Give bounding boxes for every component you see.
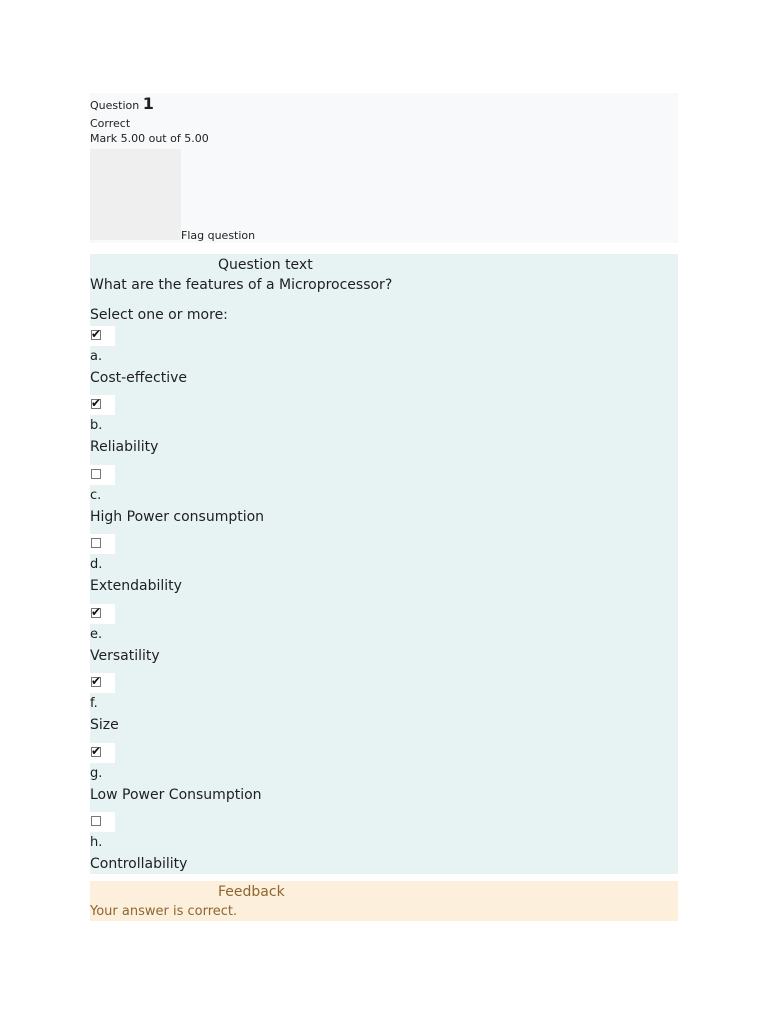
answer-option-a xyxy=(90,326,390,392)
question-label: Question xyxy=(90,99,140,112)
answer-option-c xyxy=(90,465,390,531)
checkbox-wrapper xyxy=(90,812,115,832)
option-text: Versatility xyxy=(90,648,160,664)
question-grade: Mark 5.00 out of 5.00 xyxy=(90,132,209,145)
option-letter: e. xyxy=(90,627,103,642)
checkmark-icon: ✔ xyxy=(91,674,102,688)
answer-prompt: Select one or more: xyxy=(90,307,228,323)
question-number-label xyxy=(90,94,154,113)
flag-question-link[interactable]: Flag question xyxy=(181,229,256,242)
answer-checkbox[interactable] xyxy=(91,744,102,758)
checkbox-wrapper xyxy=(90,743,115,763)
answer-checkbox[interactable] xyxy=(91,605,102,619)
flag-icon[interactable] xyxy=(90,149,181,240)
answer-option-f xyxy=(90,673,390,739)
checkbox-wrapper xyxy=(90,673,115,693)
feedback-text: Your answer is correct. xyxy=(90,904,238,919)
answer-checkbox[interactable] xyxy=(91,469,101,479)
option-letter: b. xyxy=(90,418,103,433)
answer-checkbox[interactable] xyxy=(91,327,102,341)
checkbox-wrapper xyxy=(90,395,115,415)
question-state: Correct xyxy=(90,117,131,130)
question-text-heading: Question text xyxy=(218,257,313,273)
checkbox-wrapper xyxy=(90,604,115,624)
option-text: Size xyxy=(90,717,119,733)
answer-option-b xyxy=(90,395,390,461)
question-info-panel xyxy=(90,93,678,243)
checkmark-icon: ✔ xyxy=(91,396,102,410)
answer-checkbox[interactable] xyxy=(91,816,101,826)
answer-option-e xyxy=(90,604,390,670)
question-formulation xyxy=(90,254,678,874)
option-text: Extendability xyxy=(90,578,182,594)
question-number: 1 xyxy=(142,94,154,113)
answer-option-g xyxy=(90,743,390,809)
option-letter: c. xyxy=(90,488,102,503)
option-text: Low Power Consumption xyxy=(90,787,262,803)
answer-option-d xyxy=(90,534,390,600)
answer-option-h xyxy=(90,812,390,878)
option-text: Controllability xyxy=(90,856,188,872)
option-letter: a. xyxy=(90,349,103,364)
option-letter: d. xyxy=(90,557,103,572)
answer-checkbox[interactable] xyxy=(91,396,102,410)
question-text: What are the features of a Microprocessor? xyxy=(90,277,393,293)
checkbox-wrapper xyxy=(90,326,115,346)
option-text: Reliability xyxy=(90,439,159,455)
option-text: High Power consumption xyxy=(90,509,265,525)
checkmark-icon: ✔ xyxy=(91,327,102,341)
option-letter: g. xyxy=(90,766,103,781)
answer-checkbox[interactable] xyxy=(91,538,101,548)
feedback-heading: Feedback xyxy=(218,884,285,900)
option-letter: h. xyxy=(90,835,103,850)
checkbox-wrapper xyxy=(90,465,115,485)
option-letter: f. xyxy=(90,696,98,711)
checkbox-wrapper xyxy=(90,534,115,554)
checkmark-icon: ✔ xyxy=(91,744,102,758)
feedback-panel xyxy=(90,881,678,921)
answer-checkbox[interactable] xyxy=(91,674,102,688)
checkmark-icon: ✔ xyxy=(91,605,102,619)
option-text: Cost-effective xyxy=(90,370,188,386)
